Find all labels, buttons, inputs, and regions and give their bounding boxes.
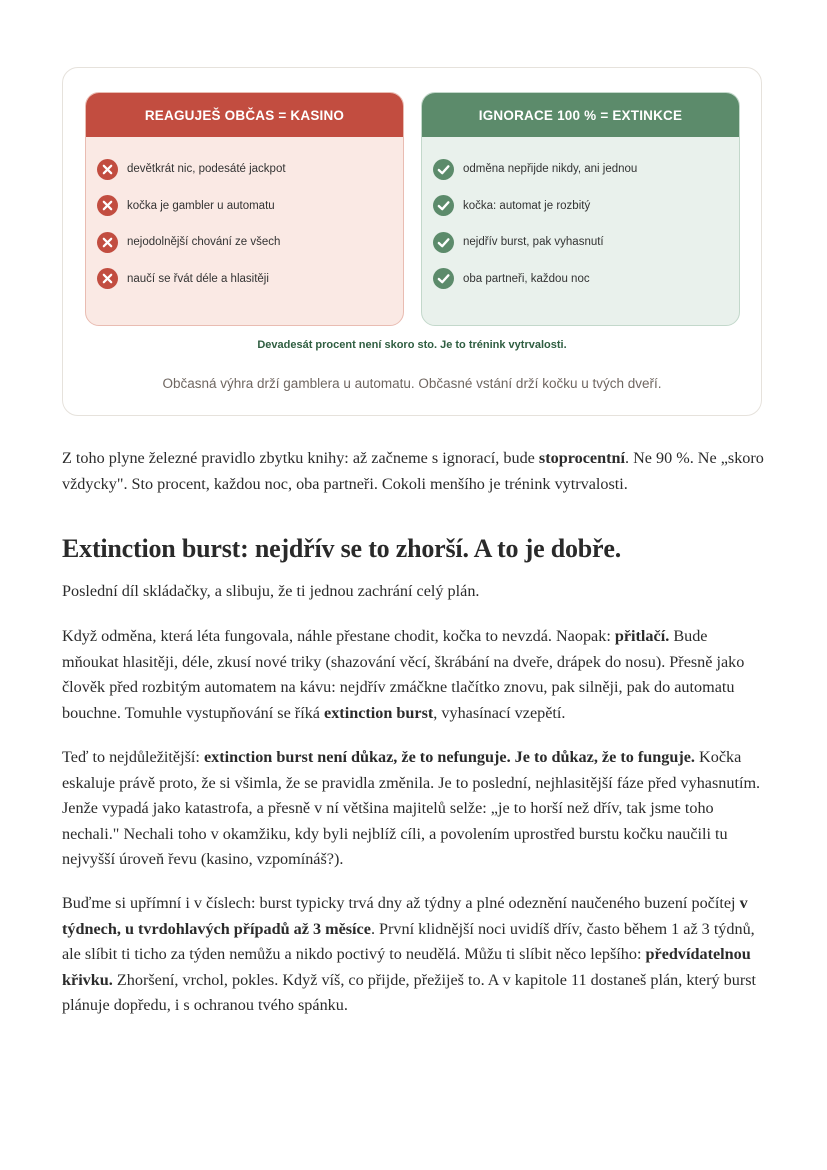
paragraph bbox=[62, 624, 768, 726]
paragraph bbox=[62, 579, 768, 605]
paragraph-text bbox=[62, 624, 768, 726]
list-item bbox=[433, 224, 739, 261]
list-item bbox=[97, 151, 403, 188]
text-run: Zhoršení, vrchol, pokles. Když víš, co přijde, přežiješ to. A v kapitole 11 dostaneš plán, který burst plánuje dopředu, i s ochranou tvého spánku. bbox=[62, 970, 757, 1014]
item-text: devětkrát nic, podesáté jackpot bbox=[127, 163, 286, 176]
item-text: odměna nepřijde nikdy, ani jednou bbox=[463, 163, 638, 176]
section-heading bbox=[62, 534, 768, 564]
figure-caption: Občasná výhra drží gamblera u automatu. Občasné vstání drží kočku u tvých dveří. bbox=[162, 376, 662, 391]
check-circle-icon bbox=[433, 159, 454, 180]
text-run: Bude mňoukat hlasitěji, déle, zkusí nové triky (shazování věcí, škrábání na dveře, drápek do nosu). Přesně jako člověk před rozbitým automatem na kávu: nejdřív zmáčkne tlačítko znovu, pak silněji, pak do automatu bouchne. Tomuhle vystupňování se říká bbox=[62, 627, 745, 722]
check-circle-icon bbox=[433, 232, 454, 253]
item-text: naučí se řvát déle a hlasitěji bbox=[127, 272, 269, 285]
heading-text: Extinction burst: nejdřív se to zhorší. A to je dobře. bbox=[62, 534, 622, 563]
text-run: . Ne 90 %. Ne „skoro vždycky". Sto procent, každou noc, oba partneři. Cokoli menšího je trénink vytrvalosti. bbox=[62, 449, 764, 493]
text-run: Teď to nejdůležitější: bbox=[62, 748, 204, 766]
card-title: IGNORACE 100 % = EXTINKCE bbox=[422, 93, 739, 137]
cross-circle-icon bbox=[97, 268, 118, 289]
text-bold: přitlačí. bbox=[614, 627, 670, 645]
text-bold: stoprocentní bbox=[538, 449, 625, 467]
text-run: , vyhasínací vzepětí. bbox=[433, 703, 566, 722]
card-list bbox=[86, 137, 403, 297]
list-item bbox=[433, 188, 739, 225]
paragraph-text bbox=[62, 446, 768, 497]
text-run: Kočka eskaluje právě proto, že si všimla, že se pravidla změnila. Je to poslední, nejhlasitější fáze před vyhasnutím. Jenže vypadá jako katastrofa, a přesně v ní většina majitelů selže: „je to horší než dřív, tak jsme toho nechali." Nechali toho v okamžiku, kdy byli nejblíž cíli, a povolením uprostřed burstu kočku naučili tu nejvyšší úroveň řevu (kasino, vzpomínáš?). bbox=[62, 748, 761, 868]
paragraph-text: Poslední díl skládačky, a slibuju, že ti jednou zachrání celý plán. bbox=[62, 582, 480, 600]
text-run: Když odměna, která léta fungovala, náhle přestane chodit, kočka to nevzdá. Naopak: bbox=[62, 627, 615, 645]
paragraph-text bbox=[62, 745, 768, 873]
paragraph bbox=[62, 745, 768, 873]
paragraph bbox=[62, 446, 768, 497]
text-run: Buďme si upřímní i v číslech: burst typicky trvá dny až týdny a plné odeznění naučeného buzení počítej bbox=[62, 894, 740, 912]
item-text: oba partneři, každou noc bbox=[463, 272, 590, 285]
list-item bbox=[97, 224, 403, 261]
paragraph-text bbox=[62, 891, 768, 1019]
ignore-extinction-card bbox=[421, 92, 740, 326]
cross-circle-icon bbox=[97, 232, 118, 253]
paragraph bbox=[62, 891, 768, 1019]
cross-circle-icon bbox=[97, 195, 118, 216]
item-text: nejdřív burst, pak vyhasnutí bbox=[463, 236, 604, 249]
item-text: kočka: automat je rozbitý bbox=[463, 199, 591, 212]
item-text: nejodolnější chování ze všech bbox=[127, 236, 281, 249]
intermittent-casino-card bbox=[85, 92, 404, 326]
text-bold: extinction burst není důkaz, že to nefunguje. Je to důkaz, že to funguje. bbox=[203, 748, 695, 766]
check-circle-icon bbox=[433, 195, 454, 216]
comparison-figure bbox=[62, 67, 762, 416]
list-item bbox=[433, 261, 739, 298]
text-run: . První klidnější noci uvidíš dřív, často během 1 až 3 týdnů, ale slíbit ti ticho za týden nemůžu a nikdo poctivý to neudělá. Můžu ti slíbit něco lepšího: bbox=[62, 919, 755, 963]
cross-circle-icon bbox=[97, 159, 118, 180]
text-run: Z toho plyne železné pravidlo zbytku knihy: až začneme s ignorací, bude bbox=[62, 449, 539, 467]
list-item bbox=[97, 188, 403, 225]
card-list bbox=[422, 137, 739, 297]
list-item bbox=[97, 261, 403, 298]
list-item bbox=[433, 151, 739, 188]
text-bold: v týdnech, u tvrdohlavých případů až 3 měsíce bbox=[62, 894, 748, 938]
text-bold: extinction burst bbox=[324, 703, 434, 722]
item-text: kočka je gambler u automatu bbox=[127, 199, 275, 212]
figure-highlight: Devadesát procent není skoro sto. Je to trénink vytrvalosti. bbox=[257, 339, 567, 351]
card-title: REAGUJEŠ OBČAS = KASINO bbox=[86, 93, 403, 137]
check-circle-icon bbox=[433, 268, 454, 289]
text-bold: předvídatelnou křivku. bbox=[62, 945, 751, 989]
